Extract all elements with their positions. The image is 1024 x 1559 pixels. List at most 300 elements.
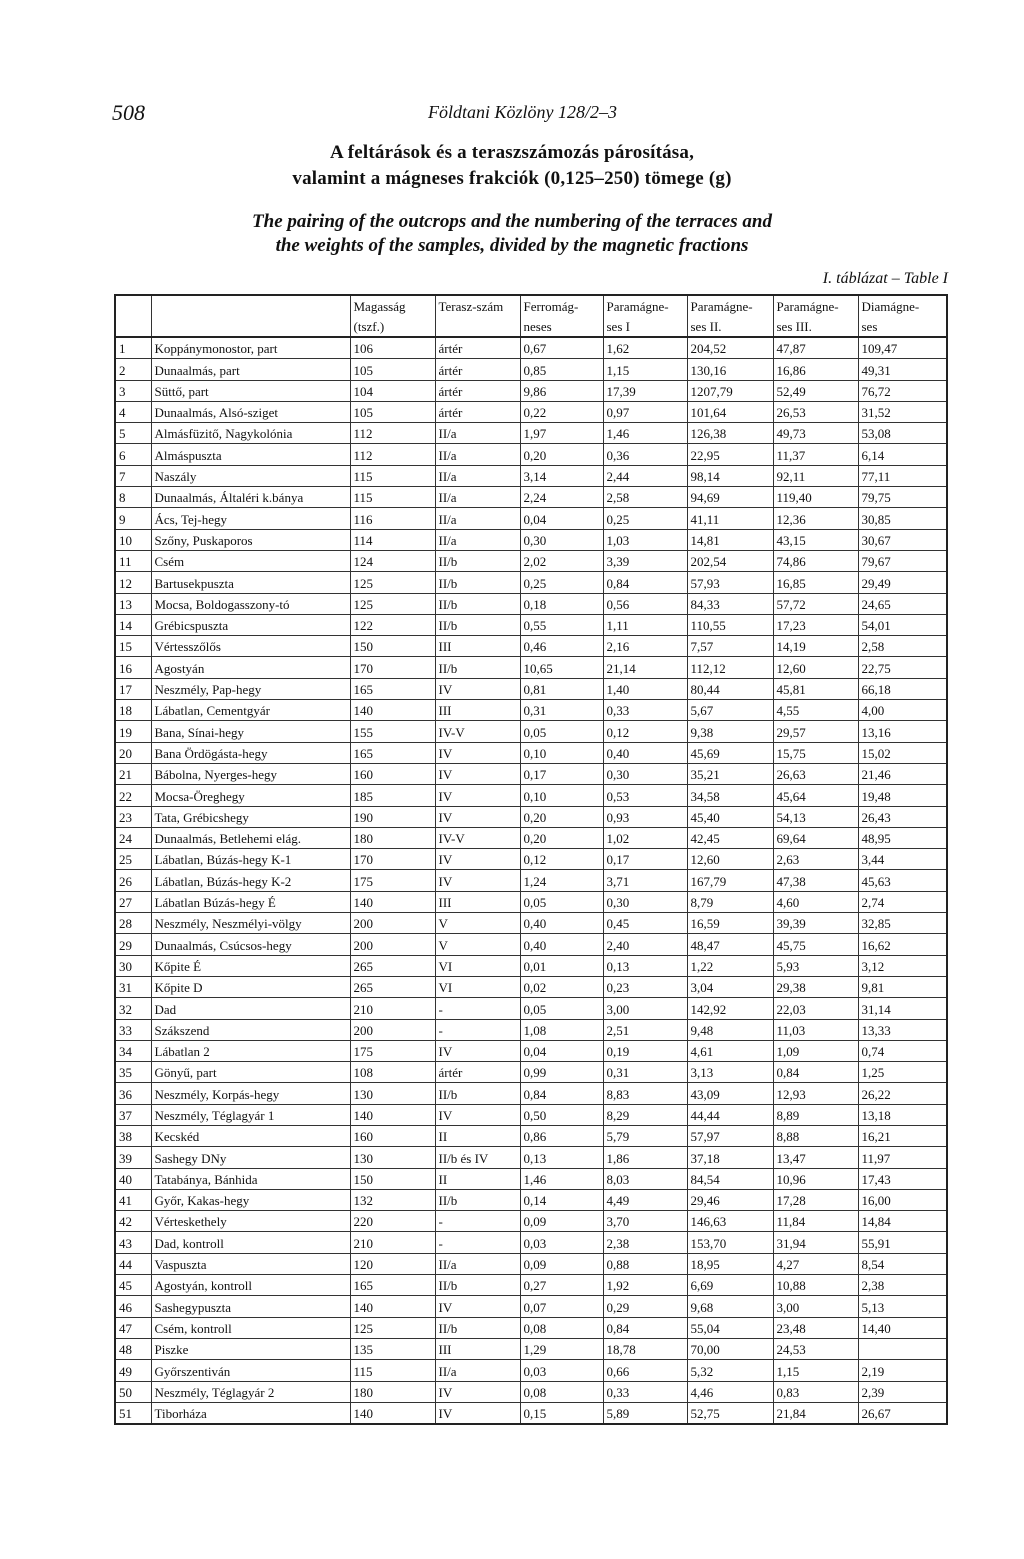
site-name-cell: Dunaalmás, Betlehemi elág. (151, 827, 350, 848)
paramagnetic-3-cell: 23,48 (773, 1317, 858, 1338)
table-row (115, 657, 947, 678)
paramagnetic-2-cell: 8,79 (687, 891, 773, 912)
paramagnetic-1-cell: 2,40 (603, 934, 687, 955)
paramagnetic-3-cell: 10,96 (773, 1168, 858, 1189)
table-row (115, 998, 947, 1019)
paramagnetic-1-cell: 0,88 (603, 1253, 687, 1274)
diamagnetic-cell: 21,46 (858, 763, 947, 784)
height-cell: 130 (350, 1083, 435, 1104)
paramagnetic-2-cell: 1,22 (687, 955, 773, 976)
ferromagnetic-cell: 2,24 (520, 487, 603, 508)
height-cell: 180 (350, 1381, 435, 1402)
terrace-number-cell: II/b (435, 572, 520, 593)
table-row (115, 444, 947, 465)
diamagnetic-cell: 24,65 (858, 593, 947, 614)
site-name-cell: Bartusekpuszta (151, 572, 350, 593)
site-name-cell: Vaspuszta (151, 1253, 350, 1274)
ferromagnetic-cell: 2,02 (520, 550, 603, 571)
ferromagnetic-cell: 0,03 (520, 1360, 603, 1381)
row-number-cell: 26 (115, 870, 151, 891)
height-cell: 200 (350, 1019, 435, 1040)
paramagnetic-1-cell: 0,33 (603, 1381, 687, 1402)
site-name-cell: Kőpite É (151, 955, 350, 976)
header-cell: neses (520, 316, 603, 337)
ferromagnetic-cell: 0,14 (520, 1189, 603, 1210)
terrace-number-cell: III (435, 636, 520, 657)
site-name-cell: Mocsa-Öreghegy (151, 785, 350, 806)
ferromagnetic-cell: 0,02 (520, 976, 603, 997)
header-cell: ses I (603, 316, 687, 337)
data-table (114, 294, 948, 1425)
diamagnetic-cell: 31,14 (858, 998, 947, 1019)
row-number-cell: 38 (115, 1125, 151, 1146)
diamagnetic-cell: 77,11 (858, 465, 947, 486)
row-number-cell: 41 (115, 1189, 151, 1210)
paramagnetic-2-cell: 12,60 (687, 849, 773, 870)
paramagnetic-1-cell: 0,12 (603, 721, 687, 742)
ferromagnetic-cell: 0,09 (520, 1253, 603, 1274)
site-name-cell: Tiborháza (151, 1402, 350, 1424)
paramagnetic-2-cell: 1207,79 (687, 380, 773, 401)
site-name-cell: Sashegy DNy (151, 1147, 350, 1168)
site-name-cell: Szákszend (151, 1019, 350, 1040)
table-row (115, 550, 947, 571)
height-cell: 104 (350, 380, 435, 401)
paramagnetic-3-cell: 11,03 (773, 1019, 858, 1040)
paramagnetic-3-cell: 12,60 (773, 657, 858, 678)
site-name-cell: Süttő, part (151, 380, 350, 401)
ferromagnetic-cell: 0,07 (520, 1296, 603, 1317)
site-name-cell: Neszmély, Téglagyár 1 (151, 1104, 350, 1125)
ferromagnetic-cell: 0,10 (520, 785, 603, 806)
site-name-cell: Vértesszőlős (151, 636, 350, 657)
ferromagnetic-cell: 0,08 (520, 1381, 603, 1402)
terrace-number-cell: II/b (435, 550, 520, 571)
paramagnetic-3-cell: 26,63 (773, 763, 858, 784)
site-name-cell: Csém (151, 550, 350, 571)
height-cell: 265 (350, 955, 435, 976)
diamagnetic-cell: 9,81 (858, 976, 947, 997)
paramagnetic-1-cell: 2,58 (603, 487, 687, 508)
table-row (115, 721, 947, 742)
table-row (115, 572, 947, 593)
ferromagnetic-cell: 0,05 (520, 998, 603, 1019)
terrace-number-cell: II/b (435, 1189, 520, 1210)
paramagnetic-1-cell: 0,56 (603, 593, 687, 614)
paramagnetic-3-cell: 43,15 (773, 529, 858, 550)
table-row (115, 1360, 947, 1381)
paramagnetic-3-cell: 13,47 (773, 1147, 858, 1168)
terrace-number-cell: II/a (435, 1253, 520, 1274)
row-number-cell: 30 (115, 955, 151, 976)
site-name-cell: Bana, Sínai-hegy (151, 721, 350, 742)
table-row (115, 891, 947, 912)
table-title-english (0, 210, 1024, 258)
paramagnetic-3-cell: 11,37 (773, 444, 858, 465)
ferromagnetic-cell: 1,29 (520, 1338, 603, 1359)
paramagnetic-3-cell: 10,88 (773, 1275, 858, 1296)
diamagnetic-cell: 26,43 (858, 806, 947, 827)
paramagnetic-2-cell: 70,00 (687, 1338, 773, 1359)
row-number-cell: 36 (115, 1083, 151, 1104)
paramagnetic-3-cell: 8,89 (773, 1104, 858, 1125)
header-cell: Ferromág- (520, 295, 603, 316)
diamagnetic-cell: 13,18 (858, 1104, 947, 1125)
terrace-number-cell: IV (435, 849, 520, 870)
site-name-cell: Kecskéd (151, 1125, 350, 1146)
paramagnetic-2-cell: 4,46 (687, 1381, 773, 1402)
site-name-cell: Lábatlan, Cementgyár (151, 700, 350, 721)
ferromagnetic-cell: 0,12 (520, 849, 603, 870)
height-cell: 180 (350, 827, 435, 848)
paramagnetic-1-cell: 1,40 (603, 678, 687, 699)
row-number-cell: 15 (115, 636, 151, 657)
terrace-number-cell: IV (435, 1296, 520, 1317)
table-row (115, 1147, 947, 1168)
title-hu-line-2: valamint a mágneses frakciók (0,125–250) tömege (g) (292, 168, 732, 189)
diamagnetic-cell: 53,08 (858, 423, 947, 444)
ferromagnetic-cell: 3,14 (520, 465, 603, 486)
paramagnetic-1-cell: 0,84 (603, 572, 687, 593)
paramagnetic-1-cell: 0,93 (603, 806, 687, 827)
paramagnetic-2-cell: 110,55 (687, 614, 773, 635)
paramagnetic-2-cell: 57,97 (687, 1125, 773, 1146)
table-row (115, 1168, 947, 1189)
diamagnetic-cell: 16,62 (858, 934, 947, 955)
paramagnetic-2-cell: 6,69 (687, 1275, 773, 1296)
terrace-number-cell: II/a (435, 465, 520, 486)
diamagnetic-cell: 76,72 (858, 380, 947, 401)
diamagnetic-cell: 15,02 (858, 742, 947, 763)
table-row (115, 1189, 947, 1210)
ferromagnetic-cell: 0,40 (520, 934, 603, 955)
table-row (115, 934, 947, 955)
table-row (115, 763, 947, 784)
diamagnetic-cell: 8,54 (858, 1253, 947, 1274)
terrace-number-cell: IV (435, 870, 520, 891)
terrace-number-cell: V (435, 913, 520, 934)
ferromagnetic-cell: 0,08 (520, 1317, 603, 1338)
row-number-cell: 48 (115, 1338, 151, 1359)
table-row (115, 742, 947, 763)
site-name-cell: Dunaalmás, Alsó-sziget (151, 401, 350, 422)
page-number: 508 (112, 100, 145, 125)
paramagnetic-2-cell: 202,54 (687, 550, 773, 571)
terrace-number-cell: - (435, 1211, 520, 1232)
table-row (115, 870, 947, 891)
paramagnetic-3-cell: 4,60 (773, 891, 858, 912)
paramagnetic-3-cell: 26,53 (773, 401, 858, 422)
row-number-cell: 35 (115, 1062, 151, 1083)
diamagnetic-cell: 109,47 (858, 337, 947, 359)
row-number-cell: 47 (115, 1317, 151, 1338)
paramagnetic-3-cell: 31,94 (773, 1232, 858, 1253)
diamagnetic-cell: 49,31 (858, 359, 947, 380)
paramagnetic-2-cell: 3,13 (687, 1062, 773, 1083)
paramagnetic-3-cell: 24,53 (773, 1338, 858, 1359)
diamagnetic-cell: 26,22 (858, 1083, 947, 1104)
terrace-number-cell: II/a (435, 444, 520, 465)
terrace-number-cell: II/b (435, 614, 520, 635)
table-row (115, 1232, 947, 1253)
table-row (115, 380, 947, 401)
paramagnetic-1-cell: 0,31 (603, 1062, 687, 1083)
site-name-cell: Ács, Tej-hegy (151, 508, 350, 529)
paramagnetic-3-cell: 12,93 (773, 1083, 858, 1104)
height-cell: 160 (350, 1125, 435, 1146)
site-name-cell: Dad, kontroll (151, 1232, 350, 1253)
ferromagnetic-cell: 0,22 (520, 401, 603, 422)
site-name-cell: Bábolna, Nyerges-hegy (151, 763, 350, 784)
table-row (115, 1083, 947, 1104)
header-cell (151, 295, 350, 316)
height-cell: 122 (350, 614, 435, 635)
ferromagnetic-cell: 0,67 (520, 337, 603, 359)
table-row (115, 1275, 947, 1296)
diamagnetic-cell: 16,00 (858, 1189, 947, 1210)
table-row (115, 976, 947, 997)
table-row (115, 359, 947, 380)
height-cell: 175 (350, 870, 435, 891)
ferromagnetic-cell: 0,99 (520, 1062, 603, 1083)
site-name-cell: Győr, Kakas-hegy (151, 1189, 350, 1210)
site-name-cell: Lábatlan Búzás-hegy É (151, 891, 350, 912)
height-cell: 150 (350, 1168, 435, 1189)
terrace-number-cell: - (435, 1232, 520, 1253)
paramagnetic-3-cell: 45,75 (773, 934, 858, 955)
table-row (115, 1104, 947, 1125)
header-cell (115, 316, 151, 337)
paramagnetic-3-cell: 0,84 (773, 1062, 858, 1083)
height-cell: 130 (350, 1147, 435, 1168)
paramagnetic-2-cell: 5,67 (687, 700, 773, 721)
paramagnetic-1-cell: 0,33 (603, 700, 687, 721)
ferromagnetic-cell: 0,13 (520, 1147, 603, 1168)
row-number-cell: 33 (115, 1019, 151, 1040)
terrace-number-cell: II/a (435, 508, 520, 529)
site-name-cell: Dunaalmás, Csúcsos-hegy (151, 934, 350, 955)
terrace-number-cell: ártér (435, 380, 520, 401)
terrace-number-cell: II/b (435, 657, 520, 678)
site-name-cell: Mocsa, Boldogasszony-tó (151, 593, 350, 614)
paramagnetic-3-cell: 1,09 (773, 1040, 858, 1061)
height-cell: 160 (350, 763, 435, 784)
height-cell: 135 (350, 1338, 435, 1359)
paramagnetic-1-cell: 1,15 (603, 359, 687, 380)
terrace-number-cell: IV (435, 1402, 520, 1424)
row-number-cell: 34 (115, 1040, 151, 1061)
paramagnetic-3-cell: 69,64 (773, 827, 858, 848)
ferromagnetic-cell: 1,46 (520, 1168, 603, 1189)
height-cell: 125 (350, 593, 435, 614)
ferromagnetic-cell: 0,20 (520, 806, 603, 827)
row-number-cell: 14 (115, 614, 151, 635)
paramagnetic-2-cell: 80,44 (687, 678, 773, 699)
ferromagnetic-cell: 0,18 (520, 593, 603, 614)
paramagnetic-2-cell: 7,57 (687, 636, 773, 657)
ferromagnetic-cell: 1,24 (520, 870, 603, 891)
row-number-cell: 42 (115, 1211, 151, 1232)
diamagnetic-cell: 79,67 (858, 550, 947, 571)
header-cell (435, 316, 520, 337)
paramagnetic-1-cell: 5,89 (603, 1402, 687, 1424)
height-cell: 140 (350, 1104, 435, 1125)
terrace-number-cell: IV (435, 742, 520, 763)
paramagnetic-3-cell: 47,38 (773, 870, 858, 891)
table-row (115, 1296, 947, 1317)
height-cell: 140 (350, 1402, 435, 1424)
site-name-cell: Almásfüzitő, Nagykolónia (151, 423, 350, 444)
header-cell: Paramágne- (603, 295, 687, 316)
paramagnetic-3-cell: 45,81 (773, 678, 858, 699)
paramagnetic-3-cell: 0,83 (773, 1381, 858, 1402)
paramagnetic-2-cell: 94,69 (687, 487, 773, 508)
row-number-cell: 18 (115, 700, 151, 721)
diamagnetic-cell: 2,38 (858, 1275, 947, 1296)
row-number-cell: 6 (115, 444, 151, 465)
ferromagnetic-cell: 0,05 (520, 891, 603, 912)
paramagnetic-1-cell: 0,45 (603, 913, 687, 934)
paramagnetic-1-cell: 0,40 (603, 742, 687, 763)
paramagnetic-1-cell: 0,84 (603, 1317, 687, 1338)
table-row (115, 913, 947, 934)
paramagnetic-1-cell: 1,11 (603, 614, 687, 635)
row-number-cell: 51 (115, 1402, 151, 1424)
row-number-cell: 50 (115, 1381, 151, 1402)
paramagnetic-2-cell: 146,63 (687, 1211, 773, 1232)
height-cell: 220 (350, 1211, 435, 1232)
table-row (115, 1211, 947, 1232)
height-cell: 170 (350, 657, 435, 678)
paramagnetic-2-cell: 41,11 (687, 508, 773, 529)
paramagnetic-1-cell: 4,49 (603, 1189, 687, 1210)
ferromagnetic-cell: 0,81 (520, 678, 603, 699)
site-name-cell: Almáspuszta (151, 444, 350, 465)
paramagnetic-3-cell: 3,00 (773, 1296, 858, 1317)
height-cell: 165 (350, 678, 435, 699)
paramagnetic-2-cell: 3,04 (687, 976, 773, 997)
diamagnetic-cell: 17,43 (858, 1168, 947, 1189)
header-row-1 (115, 295, 947, 316)
terrace-number-cell: II/b (435, 1317, 520, 1338)
diamagnetic-cell: 54,01 (858, 614, 947, 635)
paramagnetic-3-cell: 1,15 (773, 1360, 858, 1381)
diamagnetic-cell: 79,75 (858, 487, 947, 508)
height-cell: 140 (350, 891, 435, 912)
paramagnetic-2-cell: 45,69 (687, 742, 773, 763)
site-name-cell: Csém, kontroll (151, 1317, 350, 1338)
height-cell: 165 (350, 742, 435, 763)
terrace-number-cell: IV (435, 785, 520, 806)
table-row (115, 465, 947, 486)
row-number-cell: 43 (115, 1232, 151, 1253)
header-cell: Paramágne- (773, 295, 858, 316)
ferromagnetic-cell: 0,20 (520, 827, 603, 848)
terrace-number-cell: IV (435, 1104, 520, 1125)
diamagnetic-cell: 48,95 (858, 827, 947, 848)
paramagnetic-3-cell: 5,93 (773, 955, 858, 976)
ferromagnetic-cell: 0,04 (520, 1040, 603, 1061)
paramagnetic-1-cell: 3,71 (603, 870, 687, 891)
row-number-cell: 22 (115, 785, 151, 806)
ferromagnetic-cell: 9,86 (520, 380, 603, 401)
height-cell: 200 (350, 913, 435, 934)
table-row (115, 401, 947, 422)
height-cell: 185 (350, 785, 435, 806)
header-cell (115, 295, 151, 316)
height-cell: 108 (350, 1062, 435, 1083)
paramagnetic-1-cell: 1,92 (603, 1275, 687, 1296)
table-row (115, 508, 947, 529)
paramagnetic-3-cell: 49,73 (773, 423, 858, 444)
ferromagnetic-cell: 0,03 (520, 1232, 603, 1253)
table-title-hungarian (0, 140, 1024, 192)
paramagnetic-1-cell: 1,46 (603, 423, 687, 444)
paramagnetic-1-cell: 2,51 (603, 1019, 687, 1040)
terrace-number-cell: VI (435, 955, 520, 976)
paramagnetic-3-cell: 4,55 (773, 700, 858, 721)
table-body (115, 337, 947, 1424)
table-row (115, 1317, 947, 1338)
paramagnetic-3-cell: 92,11 (773, 465, 858, 486)
height-cell: 125 (350, 1317, 435, 1338)
row-number-cell: 37 (115, 1104, 151, 1125)
table-row (115, 806, 947, 827)
ferromagnetic-cell: 1,08 (520, 1019, 603, 1040)
ferromagnetic-cell: 0,46 (520, 636, 603, 657)
paramagnetic-2-cell: 130,16 (687, 359, 773, 380)
diamagnetic-cell: 13,33 (858, 1019, 947, 1040)
paramagnetic-3-cell: 39,39 (773, 913, 858, 934)
paramagnetic-2-cell: 42,45 (687, 827, 773, 848)
row-number-cell: 46 (115, 1296, 151, 1317)
table-row (115, 678, 947, 699)
ferromagnetic-cell: 0,27 (520, 1275, 603, 1296)
table-row (115, 1062, 947, 1083)
terrace-number-cell: ártér (435, 1062, 520, 1083)
paramagnetic-3-cell: 17,28 (773, 1189, 858, 1210)
ferromagnetic-cell: 0,31 (520, 700, 603, 721)
table-row (115, 487, 947, 508)
height-cell: 210 (350, 998, 435, 1019)
paramagnetic-2-cell: 14,81 (687, 529, 773, 550)
diamagnetic-cell: 11,97 (858, 1147, 947, 1168)
height-cell: 105 (350, 401, 435, 422)
journal-running-head: Földtani Közlöny 128/2–3 (428, 102, 617, 122)
terrace-number-cell: II/b (435, 593, 520, 614)
paramagnetic-2-cell: 45,40 (687, 806, 773, 827)
paramagnetic-1-cell: 8,83 (603, 1083, 687, 1104)
row-number-cell: 28 (115, 913, 151, 934)
ferromagnetic-cell: 0,50 (520, 1104, 603, 1125)
height-cell: 106 (350, 337, 435, 359)
table-row (115, 593, 947, 614)
paramagnetic-2-cell: 4,61 (687, 1040, 773, 1061)
diamagnetic-cell: 2,39 (858, 1381, 947, 1402)
row-number-cell: 49 (115, 1360, 151, 1381)
paramagnetic-1-cell: 2,38 (603, 1232, 687, 1253)
paramagnetic-1-cell: 2,16 (603, 636, 687, 657)
site-name-cell: Piszke (151, 1338, 350, 1359)
height-cell: 120 (350, 1253, 435, 1274)
table-row (115, 1019, 947, 1040)
diamagnetic-cell: 19,48 (858, 785, 947, 806)
height-cell: 190 (350, 806, 435, 827)
paramagnetic-1-cell: 0,25 (603, 508, 687, 529)
paramagnetic-1-cell: 21,14 (603, 657, 687, 678)
header-cell: Diamágne- (858, 295, 947, 316)
terrace-number-cell: ártér (435, 401, 520, 422)
